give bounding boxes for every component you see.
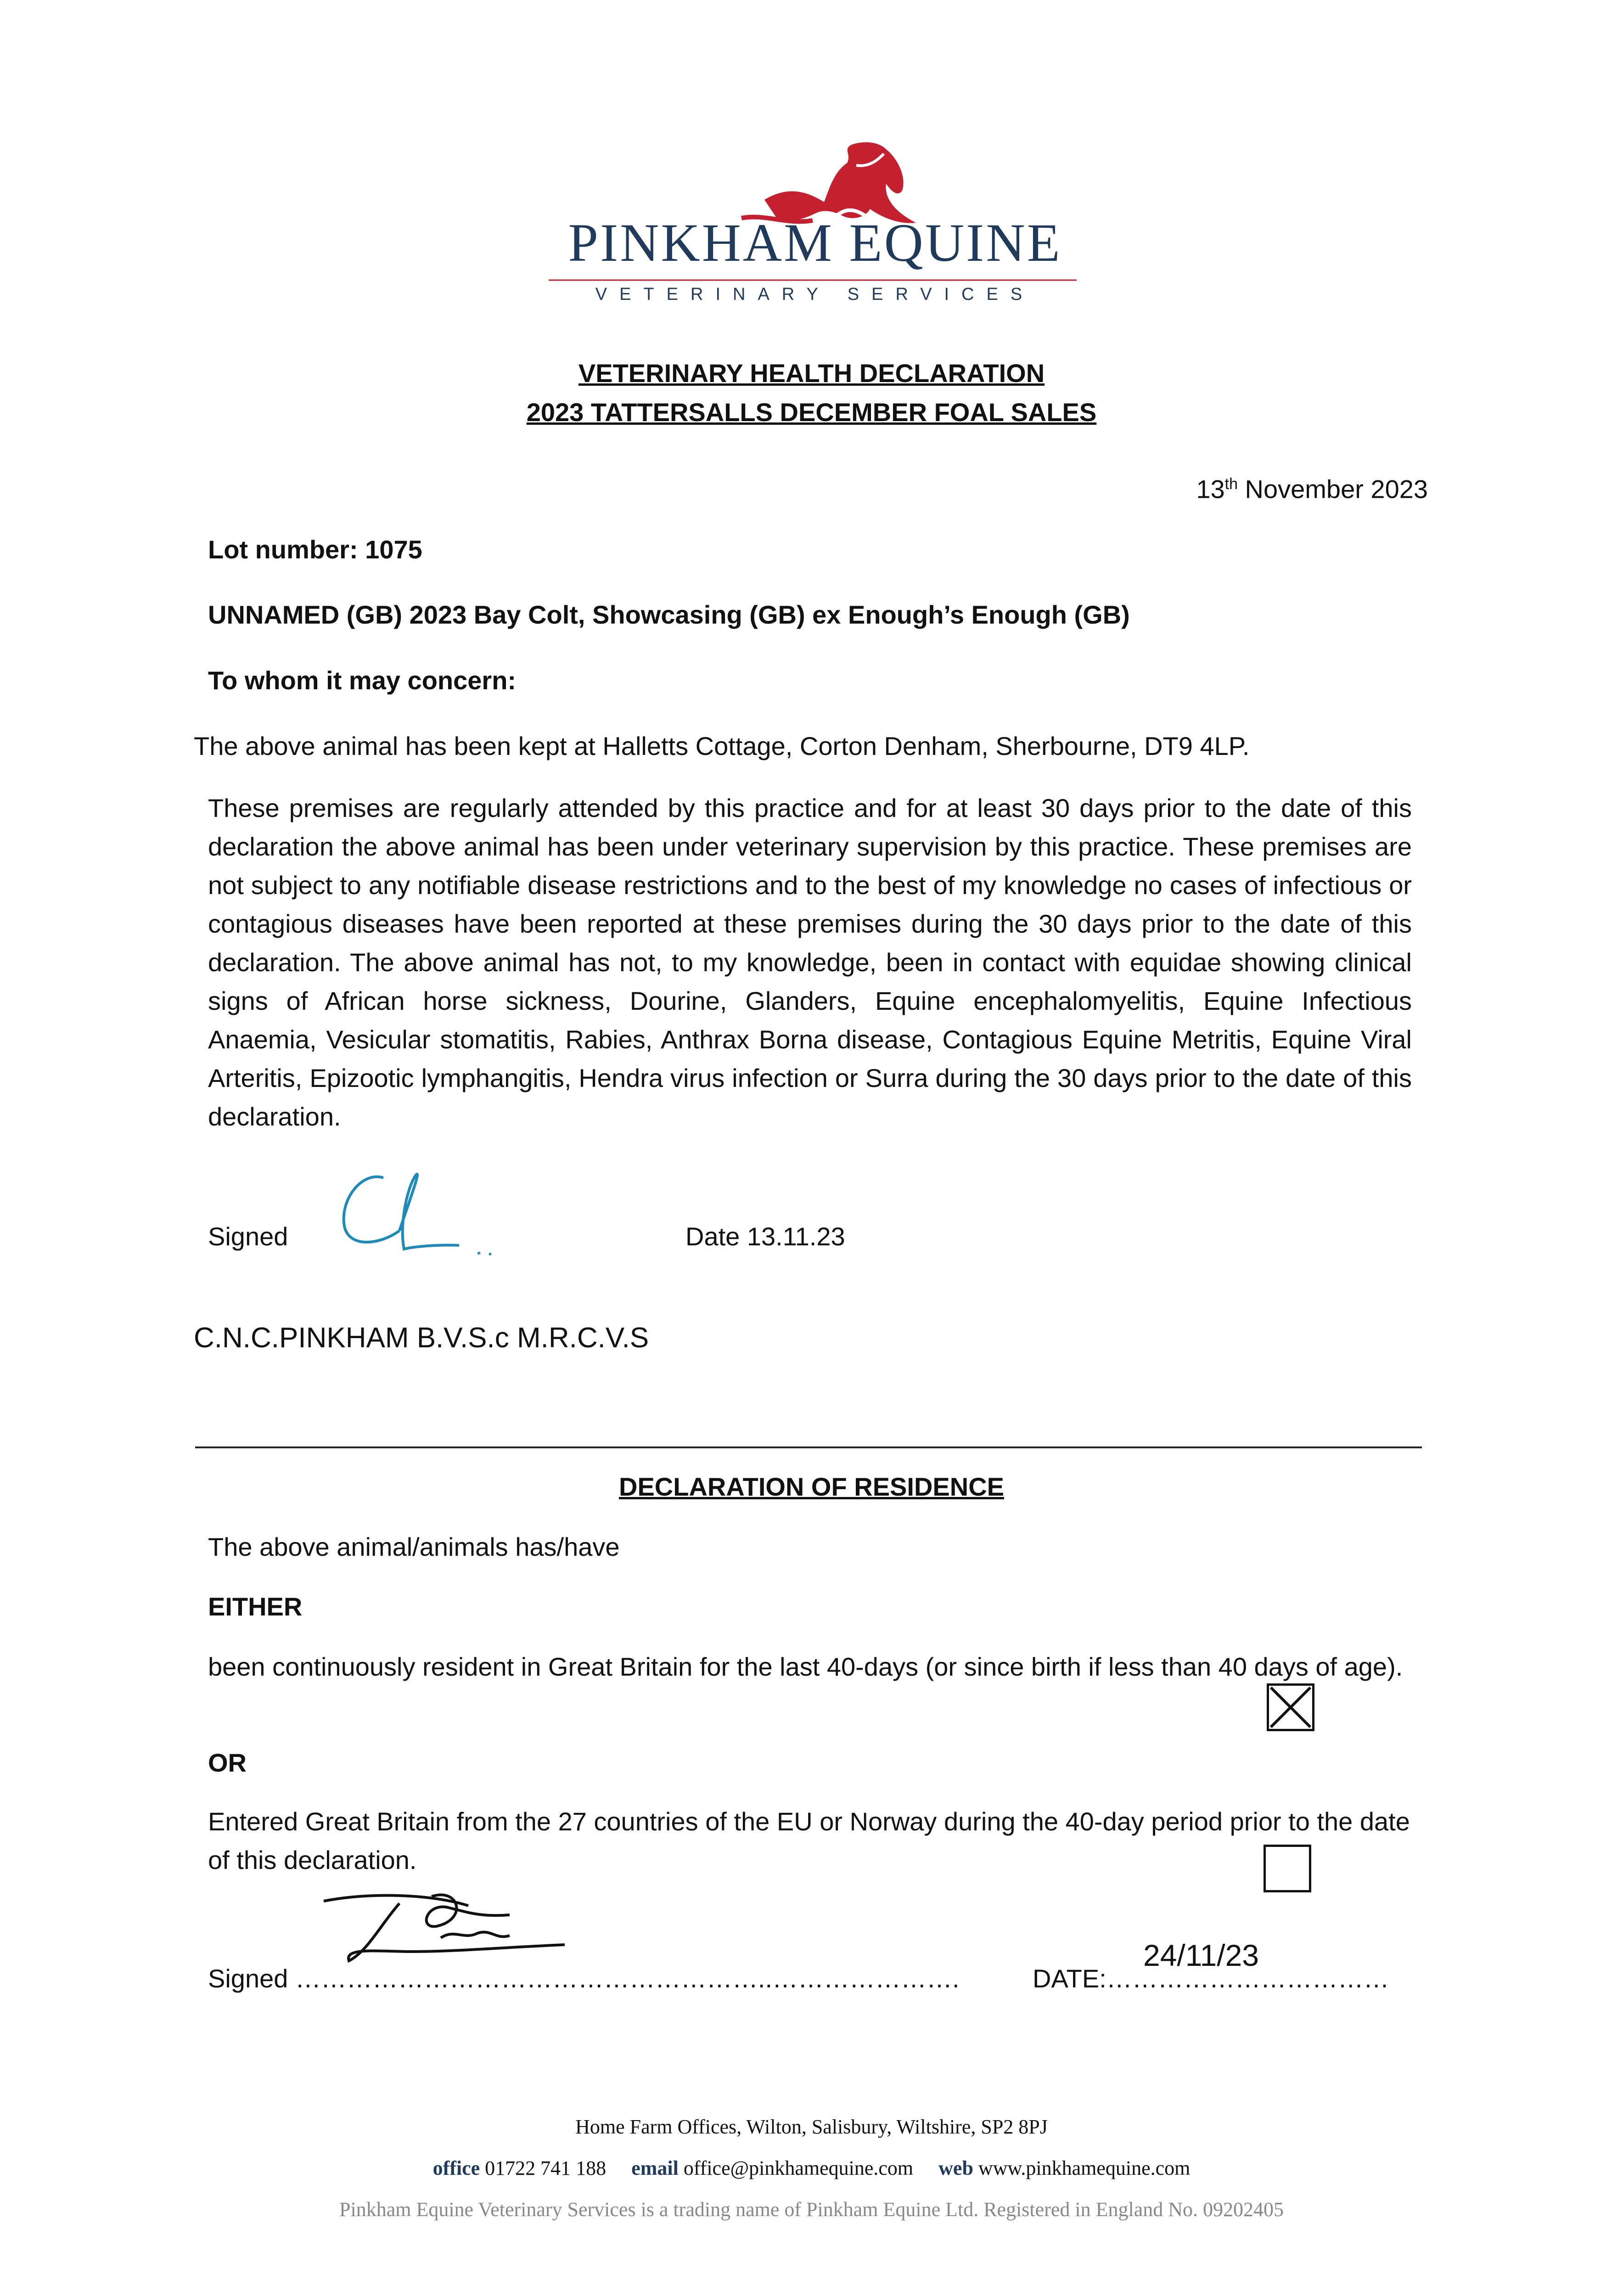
office-label: office	[432, 2157, 480, 2179]
brand-name: PINKHAM EQUINE	[568, 213, 1062, 273]
web-label: web	[938, 2157, 973, 2179]
declaration-body: These premises are regularly attended by this practice and for at least 30 days prior to the date of this declaration the above animal has been under veterinary supervision by this practice. These premises are not subject to any notifiable disease restrictions and to the best of my knowledge no cases of infectious or contagious diseases have been reported at these premises during the 30 days prior to the date of this declaration. The above animal has not, to my knowledge, been in contact with equidae showing clinical signs of African horse sickness, Dourine, Glanders, Equine encephalomyelitis, Equine Infectious Anaemia, Vesicular stomatitis, Rabies, Anthrax Borna disease, Contagious Equine Metritis, Equine Viral Arteritis, Epizootic lymphangitis, Hendra virus infection or Surra during the 30 days prior to the date of this declaration.	[208, 793, 1412, 1131]
signature-date: Date 13.11.23	[685, 1222, 845, 1251]
footer-contacts	[0, 2158, 1623, 2178]
email-link[interactable]: office@pinkhamequine.com	[683, 2157, 914, 2179]
section-divider	[195, 1446, 1422, 1448]
document-date: 13th November 2023	[1196, 474, 1428, 504]
vet-name: C.N.C.PINKHAM B.V.S.c M.R.C.V.S	[194, 1322, 649, 1354]
option2-checkbox[interactable]	[1264, 1845, 1311, 1892]
lot-number: Lot number: 1075	[208, 535, 422, 564]
or-label: OR	[208, 1748, 247, 1777]
option1-checkbox[interactable]	[1267, 1683, 1314, 1731]
web-link[interactable]: www.pinkhamequine.com	[978, 2157, 1191, 2179]
signed-label: Signed	[208, 1222, 288, 1251]
option2-text: Entered Great Britain from the 27 countries of the EU or Norway during the 40-day period prior to the date of this declaration.	[208, 1807, 1410, 1874]
option1-text: been continuously resident in Great Britain for the last 40-days (or since birth if less than 40 days of age).	[208, 1652, 1403, 1681]
footer-address: Home Farm Offices, Wilton, Salisbury, Wiltshire, SP2 8PJ	[575, 2116, 1048, 2138]
document-title: VETERINARY HEALTH DECLARATION	[578, 359, 1045, 388]
either-label: EITHER	[208, 1592, 303, 1621]
checkbox-cross-icon	[1269, 1686, 1312, 1729]
owner-date-line: DATE:……………………………	[1033, 1964, 1389, 1993]
owner-date-value: 24/11/23	[1143, 1938, 1259, 1972]
residence-intro: The above animal/animals has/have	[208, 1532, 620, 1561]
vet-signature-icon	[331, 1157, 505, 1263]
horse-description: UNNAMED (GB) 2023 Bay Colt, Showcasing (GB) ex Enough’s Enough (GB)	[208, 600, 1130, 629]
brand-subtitle: VETERINARY SERVICES	[595, 285, 1035, 304]
owner-signed-line: Signed ………………………………………………..………………….	[208, 1964, 960, 1993]
document-subtitle: 2023 TATTERSALLS DECEMBER FOAL SALES	[526, 398, 1097, 427]
email-label: email	[631, 2157, 679, 2179]
salutation: To whom it may concern:	[208, 666, 517, 695]
kept-statement: The above animal has been kept at Halletts Cottage, Corton Denham, Sherbourne, DT9 4LP.	[194, 732, 1250, 760]
residence-title: DECLARATION OF RESIDENCE	[619, 1472, 1004, 1501]
office-phone: 01722 741 188	[485, 2157, 607, 2179]
footer-legal: Pinkham Equine Veterinary Services is a trading name of Pinkham Equine Ltd. Registered in England No. 09202405	[339, 2198, 1284, 2221]
